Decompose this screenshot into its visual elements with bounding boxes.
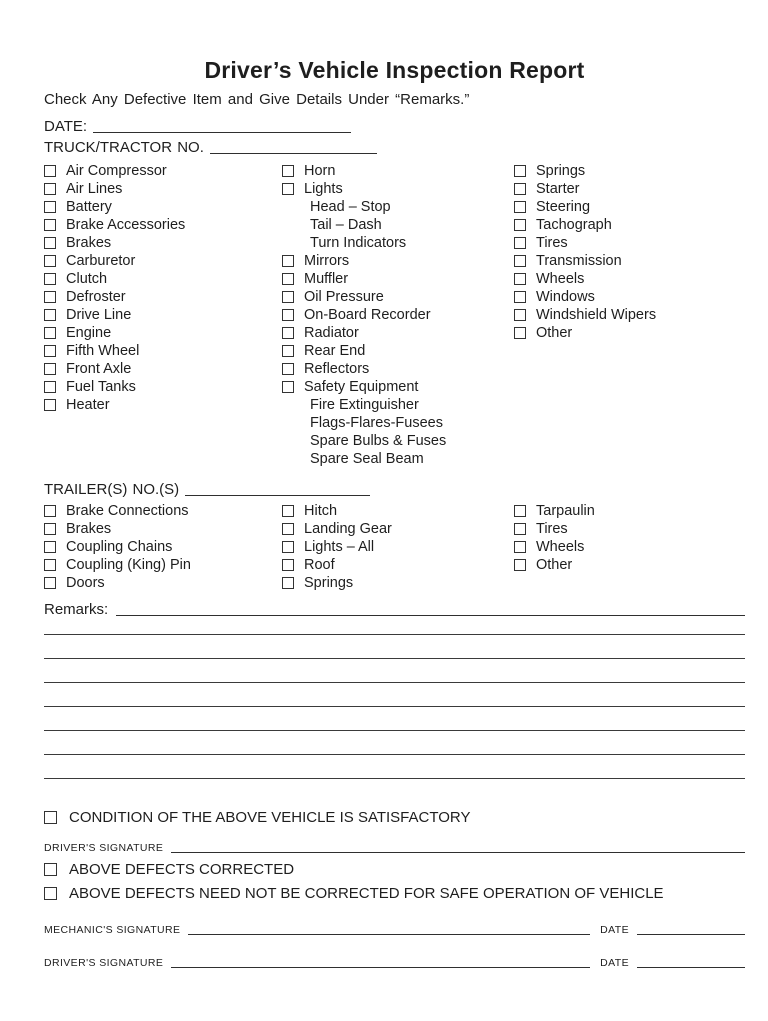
checklist-item-label: On-Board Recorder <box>304 307 431 323</box>
checkbox-cell <box>44 201 66 213</box>
checklist-item <box>282 162 514 180</box>
checkbox-cell <box>282 381 304 393</box>
condition-satisfactory-checkbox[interactable] <box>44 811 57 824</box>
checklist-item <box>44 216 282 234</box>
truck-checklist-column-1 <box>44 162 282 468</box>
trailer-checklist-column-1 <box>44 502 282 592</box>
defect-checkbox[interactable] <box>44 183 56 195</box>
truck-tractor-no-input-line[interactable] <box>210 153 377 154</box>
defect-checkbox[interactable] <box>514 541 526 553</box>
checklist-item <box>44 574 282 592</box>
checklist-item-label: Muffler <box>304 271 349 287</box>
checklist-item <box>44 306 282 324</box>
checklist-item <box>44 324 282 342</box>
trailer-no-input-line[interactable] <box>185 495 370 496</box>
checkbox-cell <box>44 237 66 249</box>
checklist-item-label: Fuel Tanks <box>66 379 136 395</box>
checkbox-cell <box>514 255 536 267</box>
remarks-input-line[interactable] <box>116 615 745 616</box>
checklist-item <box>514 520 745 538</box>
checklist-item-label: Carburetor <box>66 253 136 269</box>
checklist-item <box>514 270 745 288</box>
checklist-item-label: Tachograph <box>536 217 612 233</box>
checkbox-cell <box>44 291 66 303</box>
date-label: DATE: <box>44 118 88 135</box>
checklist-item <box>282 502 514 520</box>
defect-checkbox[interactable] <box>44 559 56 571</box>
defect-checkbox[interactable] <box>282 559 294 571</box>
date-input-line[interactable] <box>93 132 351 133</box>
mechanic-date-label: DATE <box>600 924 629 936</box>
checkbox-cell <box>282 541 304 553</box>
checkbox-cell <box>44 309 66 321</box>
checklist-item <box>44 270 282 288</box>
checklist-item-label: Windshield Wipers <box>536 307 657 323</box>
checklist-item-label: Springs <box>304 575 354 591</box>
checklist-item-label: Head – Stop <box>310 199 391 215</box>
checklist-item <box>282 288 514 306</box>
form-content <box>44 0 745 969</box>
checkbox-cell <box>282 363 304 375</box>
defect-checkbox[interactable] <box>282 291 294 303</box>
defect-checkbox[interactable] <box>282 363 294 375</box>
checklist-item <box>282 378 514 396</box>
checkbox-cell <box>44 363 66 375</box>
driver-date-label: DATE <box>600 957 629 969</box>
checkbox-cell <box>282 505 304 517</box>
trailer-checklist <box>44 502 745 592</box>
checklist-item-label: Tires <box>536 235 568 251</box>
checkbox-cell <box>514 165 536 177</box>
checkbox-cell <box>514 541 536 553</box>
driver-signature-label: DRIVER'S SIGNATURE <box>44 842 164 854</box>
checklist-item-label: Battery <box>66 199 112 215</box>
defect-checkbox[interactable] <box>44 505 56 517</box>
defect-checkbox[interactable] <box>514 523 526 535</box>
checklist-item <box>282 180 514 198</box>
checkbox-cell <box>44 255 66 267</box>
checklist-item <box>44 520 282 538</box>
checklist-item-label: Wheels <box>536 539 585 555</box>
checkbox-cell <box>514 559 536 571</box>
defect-checkbox[interactable] <box>44 381 56 393</box>
defect-checkbox[interactable] <box>282 255 294 267</box>
defect-checkbox[interactable] <box>44 363 56 375</box>
checkbox-cell <box>282 327 304 339</box>
checklist-item <box>514 162 745 180</box>
checklist-item-label: Rear End <box>304 343 366 359</box>
defect-checkbox[interactable] <box>514 291 526 303</box>
checklist-item <box>514 288 745 306</box>
checklist-item <box>282 216 514 234</box>
checklist-item <box>282 414 514 432</box>
trailer-checklist-column-3 <box>514 502 745 592</box>
driver-signature-row <box>44 837 745 854</box>
checkbox-cell <box>44 811 69 824</box>
driver-signature-line[interactable] <box>171 852 745 853</box>
defects-not-needed-row <box>44 883 745 903</box>
checkbox-cell <box>514 201 536 213</box>
defect-checkbox[interactable] <box>44 541 56 553</box>
checkbox-cell <box>282 309 304 321</box>
checkbox-cell <box>282 165 304 177</box>
checkbox-cell <box>44 327 66 339</box>
defect-checkbox[interactable] <box>514 201 526 213</box>
checklist-item <box>44 502 282 520</box>
driver-date-line[interactable] <box>637 967 745 968</box>
defect-checkbox[interactable] <box>514 505 526 517</box>
defect-checkbox[interactable] <box>514 219 526 231</box>
checkbox-cell <box>514 327 536 339</box>
trailer-no-label: TRAILER(S) NO.(S) <box>44 481 180 498</box>
checklist-item <box>514 306 745 324</box>
checkbox-cell <box>44 381 66 393</box>
checklist-item-label: Spare Bulbs & Fuses <box>310 433 447 449</box>
checklist-item <box>282 556 514 574</box>
checklist-item <box>514 538 745 556</box>
checklist-item-label: Engine <box>66 325 112 341</box>
checklist-item-label: Coupling Chains <box>66 539 173 555</box>
checkbox-cell <box>282 577 304 589</box>
checklist-item-label: Roof <box>304 557 335 573</box>
defect-checkbox[interactable] <box>514 273 526 285</box>
checklist-item-label: Brakes <box>66 521 112 537</box>
checklist-item <box>514 556 745 574</box>
checklist-item-label: Air Lines <box>66 181 123 197</box>
checklist-item <box>514 216 745 234</box>
checklist-item-label: Other <box>536 557 573 573</box>
checklist-item <box>44 198 282 216</box>
checklist-item <box>514 502 745 520</box>
condition-satisfactory-label: CONDITION OF THE ABOVE VEHICLE IS SATISFACTORY <box>69 808 471 826</box>
checklist-item-label: Defroster <box>66 289 126 305</box>
defect-checkbox[interactable] <box>514 183 526 195</box>
checkbox-cell <box>44 183 66 195</box>
checklist-item <box>282 342 514 360</box>
checklist-item-label: Fifth Wheel <box>66 343 140 359</box>
checklist-item <box>282 432 514 450</box>
remarks-line[interactable] <box>44 683 745 707</box>
checklist-item <box>44 342 282 360</box>
checklist-item <box>282 450 514 468</box>
driver-signature2-line[interactable] <box>171 967 590 968</box>
checklist-item <box>282 270 514 288</box>
checkbox-cell <box>44 523 66 535</box>
checkbox-cell <box>514 309 536 321</box>
defects-not-needed-checkbox[interactable] <box>44 887 57 900</box>
checklist-item-label: Tarpaulin <box>536 503 595 519</box>
remarks-line[interactable] <box>44 635 745 659</box>
checklist-item <box>44 378 282 396</box>
checkbox-cell <box>282 273 304 285</box>
mechanic-date-line[interactable] <box>637 934 745 935</box>
checklist-item <box>44 180 282 198</box>
checkbox-cell <box>282 183 304 195</box>
checklist-item-label: Starter <box>536 181 580 197</box>
remarks-label: Remarks: <box>44 601 109 618</box>
checklist-item-label: Coupling (King) Pin <box>66 557 191 573</box>
defect-checkbox[interactable] <box>282 345 294 357</box>
checklist-item-label: Windows <box>536 289 595 305</box>
checklist-item <box>282 574 514 592</box>
checklist-item <box>44 538 282 556</box>
defect-checkbox[interactable] <box>282 523 294 535</box>
checkbox-cell <box>282 291 304 303</box>
checkbox-cell <box>44 273 66 285</box>
defect-checkbox[interactable] <box>44 165 56 177</box>
checkbox-cell <box>44 165 66 177</box>
checklist-item-label: Clutch <box>66 271 108 287</box>
trailer-no-row <box>44 476 745 498</box>
remarks-row <box>44 600 745 618</box>
checklist-item-label: Horn <box>304 163 336 179</box>
checklist-item-label: Turn Indicators <box>310 235 407 251</box>
remarks-line[interactable] <box>44 618 745 635</box>
checklist-item <box>44 556 282 574</box>
checklist-item <box>44 288 282 306</box>
truck-tractor-no-label: TRUCK/TRACTOR NO. <box>44 139 204 156</box>
checkbox-cell <box>44 887 69 900</box>
checklist-item <box>514 198 745 216</box>
checklist-item <box>44 252 282 270</box>
defect-checkbox[interactable] <box>282 273 294 285</box>
form-instruction: Check Any Defective Item and Give Details Under “Remarks.” <box>44 91 470 108</box>
defect-checkbox[interactable] <box>282 381 294 393</box>
defect-checkbox[interactable] <box>44 273 56 285</box>
remarks-line[interactable] <box>44 731 745 755</box>
defects-not-needed-label: ABOVE DEFECTS NEED NOT BE CORRECTED FOR SAFE OPERATION OF VEHICLE <box>69 884 664 902</box>
checklist-item <box>282 198 514 216</box>
checkbox-cell <box>514 219 536 231</box>
checklist-item-label: Radiator <box>304 325 359 341</box>
checklist-item <box>44 396 282 414</box>
checkbox-cell <box>514 523 536 535</box>
checklist-item-label: Heater <box>66 397 110 413</box>
checklist-item-label: Fire Extinguisher <box>310 397 419 413</box>
checkbox-cell <box>282 523 304 535</box>
checklist-item-label: Hitch <box>304 503 338 519</box>
checklist-item <box>282 520 514 538</box>
defect-checkbox[interactable] <box>514 559 526 571</box>
checklist-item-label: Landing Gear <box>304 521 392 537</box>
checklist-item <box>514 252 745 270</box>
checklist-item <box>282 252 514 270</box>
checklist-item-label: Brakes <box>66 235 112 251</box>
defect-checkbox[interactable] <box>282 577 294 589</box>
mechanic-signature-line[interactable] <box>188 934 590 935</box>
checklist-item-label: Drive Line <box>66 307 132 323</box>
checklist-item <box>44 162 282 180</box>
defect-checkbox[interactable] <box>44 345 56 357</box>
date-field-row <box>44 114 745 135</box>
checklist-item-label: Tires <box>536 521 568 537</box>
checklist-item-label: Flags-Flares-Fusees <box>310 415 443 431</box>
checklist-item-label: Springs <box>536 163 586 179</box>
defects-corrected-row <box>44 859 745 879</box>
checkbox-cell <box>44 219 66 231</box>
checklist-item <box>282 324 514 342</box>
checklist-item-label: Oil Pressure <box>304 289 384 305</box>
checklist-item-label: Mirrors <box>304 253 350 269</box>
checkbox-cell <box>282 345 304 357</box>
defect-checkbox[interactable] <box>44 523 56 535</box>
checkbox-cell <box>44 559 66 571</box>
defect-checkbox[interactable] <box>282 541 294 553</box>
checklist-item <box>44 360 282 378</box>
checklist-item-label: Other <box>536 325 573 341</box>
checkbox-cell <box>514 505 536 517</box>
defect-checkbox[interactable] <box>514 255 526 267</box>
defect-checkbox[interactable] <box>44 237 56 249</box>
truck-tractor-no-row <box>44 135 745 156</box>
defect-checkbox[interactable] <box>282 327 294 339</box>
truck-checklist <box>44 162 745 468</box>
defects-corrected-label: ABOVE DEFECTS CORRECTED <box>69 860 295 878</box>
checkbox-cell <box>44 399 66 411</box>
checklist-item <box>282 396 514 414</box>
checkbox-cell <box>514 183 536 195</box>
checklist-item-label: Safety Equipment <box>304 379 419 395</box>
defect-checkbox[interactable] <box>44 255 56 267</box>
remarks-line[interactable] <box>44 707 745 731</box>
checklist-item <box>514 180 745 198</box>
mechanic-signature-label: MECHANIC'S SIGNATURE <box>44 924 181 936</box>
checklist-item <box>514 234 745 252</box>
checklist-item <box>514 324 745 342</box>
checkbox-cell <box>282 255 304 267</box>
checklist-item <box>282 360 514 378</box>
checklist-item-label: Transmission <box>536 253 622 269</box>
defect-checkbox[interactable] <box>282 505 294 517</box>
checkbox-cell <box>514 237 536 249</box>
truck-checklist-column-3 <box>514 162 745 468</box>
defect-checkbox[interactable] <box>44 201 56 213</box>
truck-checklist-column-2 <box>282 162 514 468</box>
checkbox-cell <box>514 273 536 285</box>
checklist-item-label: Brake Accessories <box>66 217 186 233</box>
checkbox-cell <box>44 577 66 589</box>
checkbox-cell <box>44 505 66 517</box>
defect-checkbox[interactable] <box>282 183 294 195</box>
driver-signature2-label: DRIVER'S SIGNATURE <box>44 957 164 969</box>
checkbox-cell <box>44 345 66 357</box>
remarks-lines <box>44 618 745 779</box>
defect-checkbox[interactable] <box>44 291 56 303</box>
checkbox-cell <box>44 541 66 553</box>
checklist-item-label: Spare Seal Beam <box>310 451 424 467</box>
checklist-item-label: Front Axle <box>66 361 132 377</box>
driver-signature2-row <box>44 952 745 969</box>
defect-checkbox[interactable] <box>44 309 56 321</box>
defect-checkbox[interactable] <box>514 327 526 339</box>
defect-checkbox[interactable] <box>514 165 526 177</box>
checklist-item <box>282 538 514 556</box>
checklist-item-label: Steering <box>536 199 591 215</box>
checklist-item-label: Lights – All <box>304 539 375 555</box>
defect-checkbox[interactable] <box>514 237 526 249</box>
checkbox-cell <box>44 863 69 876</box>
checklist-item <box>282 234 514 252</box>
defects-corrected-checkbox[interactable] <box>44 863 57 876</box>
mechanic-signature-row <box>44 919 745 936</box>
defect-checkbox[interactable] <box>282 165 294 177</box>
checklist-item <box>282 306 514 324</box>
remarks-line[interactable] <box>44 755 745 779</box>
checkbox-cell <box>514 291 536 303</box>
checkbox-cell <box>282 559 304 571</box>
checklist-item-label: Brake Connections <box>66 503 189 519</box>
checklist-item-label: Air Compressor <box>66 163 167 179</box>
defect-checkbox[interactable] <box>44 399 56 411</box>
checklist-item-label: Lights <box>304 181 343 197</box>
defect-checkbox[interactable] <box>44 327 56 339</box>
defect-checkbox[interactable] <box>44 577 56 589</box>
checklist-item-label: Reflectors <box>304 361 370 377</box>
remarks-line[interactable] <box>44 659 745 683</box>
defect-checkbox[interactable] <box>44 219 56 231</box>
checklist-item <box>44 234 282 252</box>
defect-checkbox[interactable] <box>514 309 526 321</box>
checklist-item-label: Wheels <box>536 271 585 287</box>
condition-satisfactory-row <box>44 807 745 827</box>
checklist-item-label: Tail – Dash <box>310 217 382 233</box>
trailer-checklist-column-2 <box>282 502 514 592</box>
form-title: Driver’s Vehicle Inspection Report <box>204 57 585 83</box>
defect-checkbox[interactable] <box>282 309 294 321</box>
checklist-item-label: Doors <box>66 575 105 591</box>
